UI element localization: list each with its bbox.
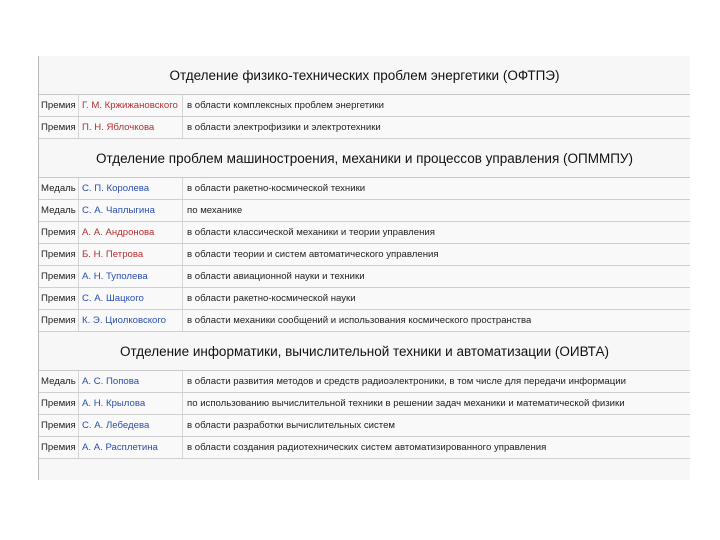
award-field-cell: в области теории и систем автоматического управления (187, 249, 439, 260)
award-name-link[interactable]: А. А. Расплетина (82, 442, 158, 453)
award-name-cell (79, 437, 183, 458)
award-name-cell (79, 117, 183, 138)
award-name-cell (79, 310, 183, 331)
award-type-cell: Премия (39, 95, 79, 116)
award-type-cell: Премия (39, 117, 79, 138)
award-name-cell (79, 222, 183, 243)
table-row (39, 371, 690, 393)
table-row (39, 393, 690, 415)
award-type-cell: Премия (39, 415, 79, 436)
award-name-link[interactable]: А. С. Попова (82, 376, 140, 387)
award-name-cell (79, 244, 183, 265)
award-type-cell: Медаль (39, 178, 79, 199)
award-type-cell: Премия (39, 437, 79, 458)
award-name-cell (79, 393, 183, 414)
awards-table (38, 56, 690, 480)
award-field-cell: в области ракетно-космической науки (187, 293, 356, 304)
table-row (39, 244, 690, 266)
award-type-cell: Премия (39, 244, 79, 265)
award-field-cell: в области комплексных проблем энергетики (187, 100, 385, 111)
award-name-link[interactable]: А. Н. Туполева (82, 271, 148, 282)
award-name-cell (79, 288, 183, 309)
table-row (39, 415, 690, 437)
award-field-cell: по механике (187, 205, 243, 216)
award-field-cell: в области создания радиотехнических систем автоматизированного управления (187, 442, 547, 453)
table-row (39, 200, 690, 222)
table-row (39, 95, 690, 117)
table-row (39, 288, 690, 310)
award-name-cell (79, 266, 183, 287)
award-name-link[interactable]: С. А. Лебедева (82, 420, 150, 431)
section-heading: Отделение физико-технических проблем энергетики (ОФТПЭ) (39, 56, 690, 95)
award-type-cell: Премия (39, 310, 79, 331)
award-field-cell: в области ракетно-космической техники (187, 183, 366, 194)
award-field-cell: в области механики сообщений и использования космического пространства (187, 315, 532, 326)
award-name-link[interactable]: С. П. Королева (82, 183, 150, 194)
award-name-link[interactable]: К. Э. Циолковского (82, 315, 167, 326)
table-row (39, 117, 690, 139)
award-field-cell: в области электрофизики и электротехники (187, 122, 381, 133)
award-field-cell: в области классической механики и теории управления (187, 227, 435, 238)
award-name-link[interactable]: А. Н. Крылова (82, 398, 146, 409)
award-name-link[interactable]: Б. Н. Петрова (82, 249, 144, 260)
award-type-cell: Премия (39, 393, 79, 414)
table-row (39, 178, 690, 200)
table-row (39, 437, 690, 459)
award-type-cell: Премия (39, 288, 79, 309)
award-field-cell: в области развития методов и средств радиоэлектроники, в том числе для передачи информации (187, 376, 626, 387)
award-name-link[interactable]: Г. М. Кржижановского (82, 100, 178, 111)
award-name-cell (79, 371, 183, 392)
award-name-cell (79, 415, 183, 436)
table-row (39, 222, 690, 244)
award-name-link[interactable]: А. А. Андронова (82, 227, 155, 238)
section-heading: Отделение проблем машиностроения, механики и процессов управления (ОПММПУ) (39, 139, 690, 178)
award-field-cell: по использованию вычислительной техники в решении задач механики и математической физики (187, 398, 625, 409)
award-type-cell: Медаль (39, 371, 79, 392)
award-field-cell: в области разработки вычислительных систем (187, 420, 396, 431)
award-field-cell: в области авиационной науки и техники (187, 271, 365, 282)
award-name-link[interactable]: С. А. Чаплыгина (82, 205, 155, 216)
award-name-cell (79, 200, 183, 221)
award-name-cell (79, 178, 183, 199)
award-type-cell: Премия (39, 266, 79, 287)
award-name-link[interactable]: С. А. Шацкого (82, 293, 144, 304)
award-name-cell (79, 95, 183, 116)
table-row (39, 266, 690, 288)
section-heading: Отделение информатики, вычислительной техники и автоматизации (ОИВТА) (39, 332, 690, 371)
table-row (39, 310, 690, 332)
award-name-link[interactable]: П. Н. Яблочкова (82, 122, 155, 133)
award-type-cell: Премия (39, 222, 79, 243)
award-type-cell: Медаль (39, 200, 79, 221)
awards-table-body (39, 56, 690, 459)
